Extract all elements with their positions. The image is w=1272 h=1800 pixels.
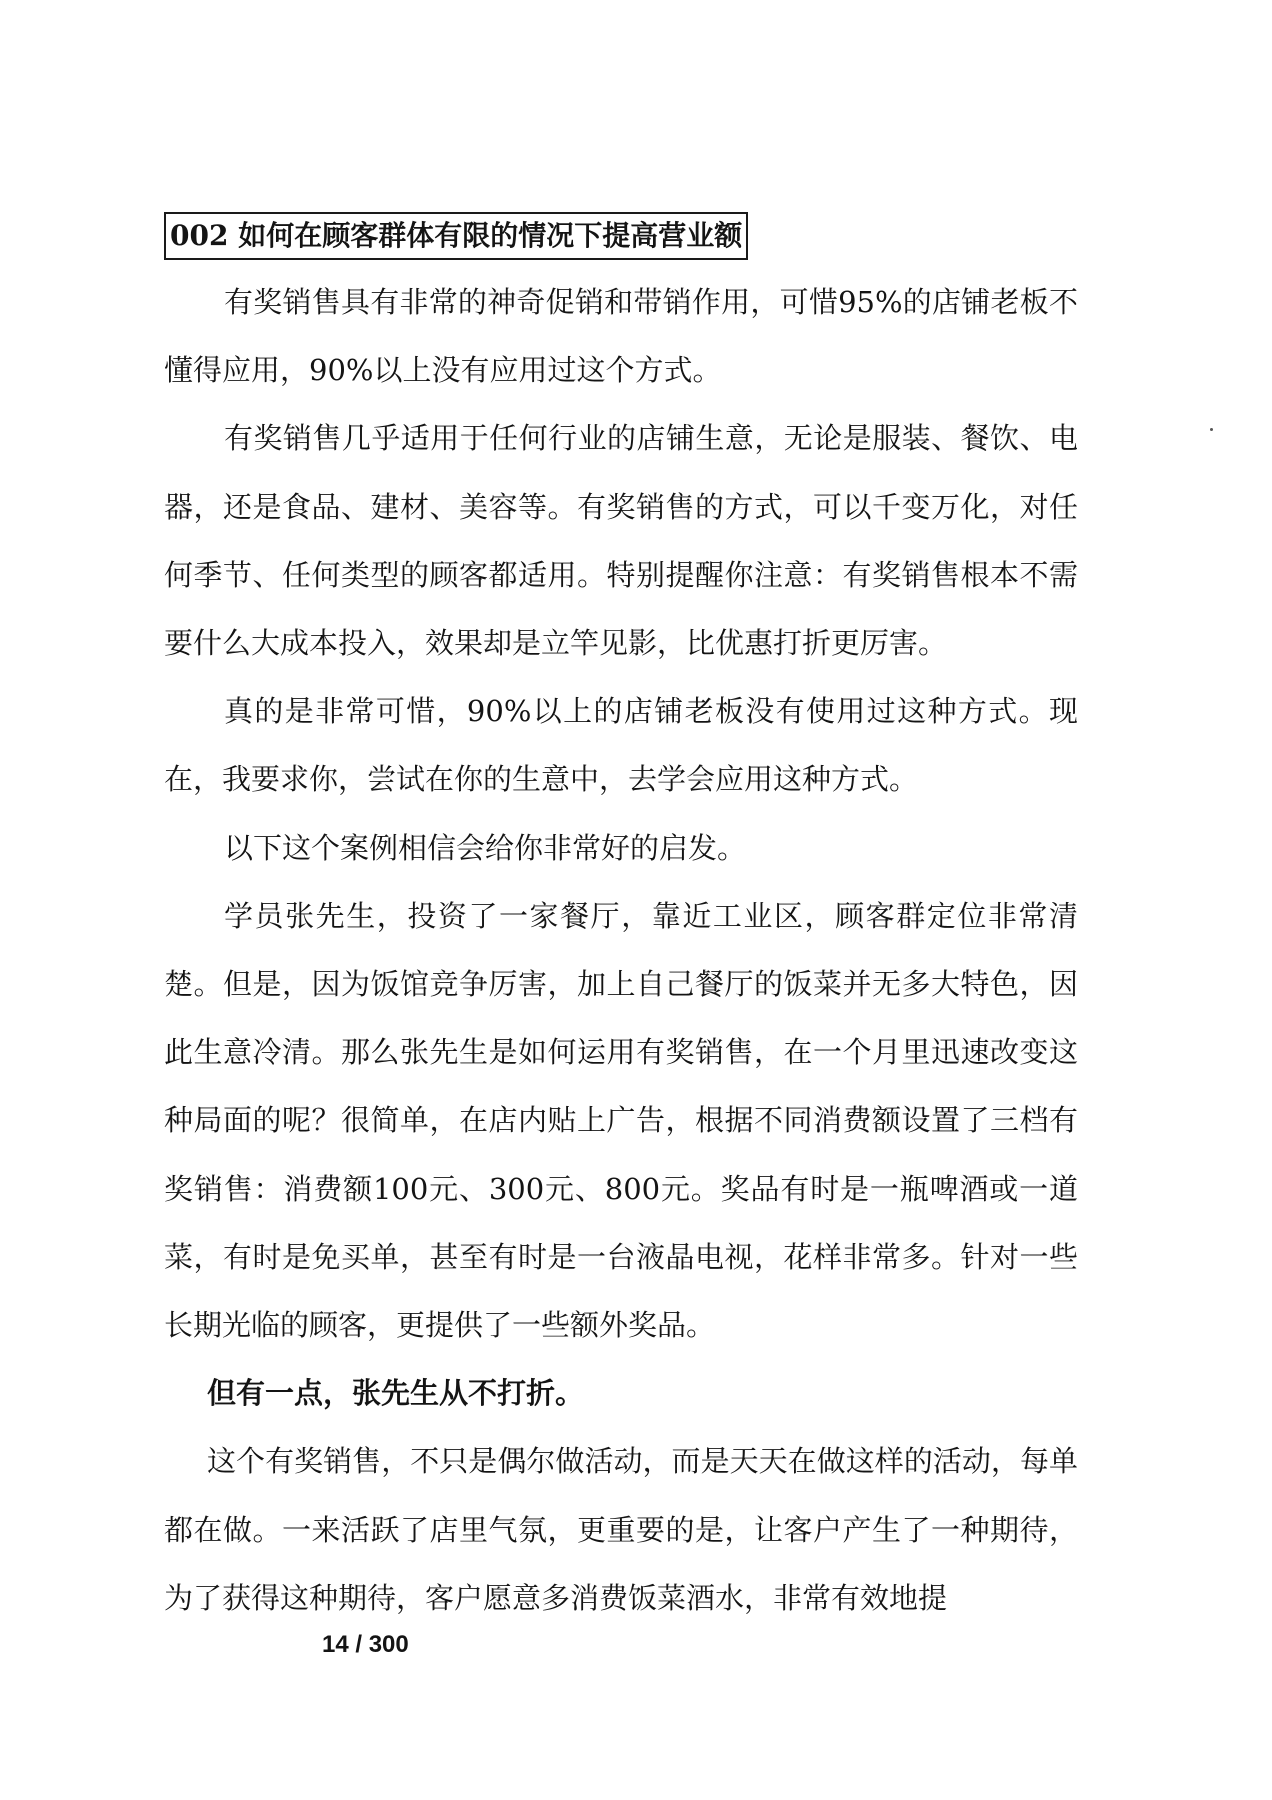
paragraph-5: 学员张先生，投资了一家餐厅，靠近工业区，顾客群定位非常清楚。但是，因为饭馆竞争厉害，加上自己餐厅的饭菜并无多大特色，因此生意冷清。那么张先生是如何运用有奖销售，在一个月里迅速改变这种局面的呢？很简单，在店内贴上广告，根据不同消费额设置了三档有奖销售：消费额100元、300元、800元。奖品有时是一瓶啤酒或一道菜，有时是免买单，甚至有时是一台液晶电视，花样非常多。针对一些长期光临的顾客，更提供了一些额外奖品。 — [164, 898, 1078, 1343]
paragraph-1: 有奖销售具有非常的神奇促销和带销作用，可惜95%的店铺老板不懂得应用，90%以上没有应用过这个方式。 — [164, 285, 1078, 388]
scan-speck — [1210, 428, 1213, 431]
section-heading: 002 如何在顾客群体有限的情况下提高营业额 — [164, 212, 748, 260]
paragraph-3: 真的是非常可惜，90%以上的店铺老板没有使用过这种方式。现在，我要求你，尝试在你的生意中，去学会应用这种方式。 — [164, 694, 1078, 797]
paragraph-2: 有奖销售几乎适用于任何行业的店铺生意，无论是服装、餐饮、电器，还是食品、建材、美容等。有奖销售的方式，可以千变万化，对任何季节、任何类型的顾客都适用。特别提醒你注意：有奖销售根本不需要什么大成本投入，效果却是立竿见影，比优惠打折更厉害。 — [164, 421, 1078, 661]
body-text — [164, 268, 1078, 1632]
emphasis-line: 但有一点，张先生从不打折。 — [207, 1376, 585, 1411]
closing-paragraph: 这个有奖销售，不只是偶尔做活动，而是天天在做这样的活动，每单都在做。一来活跃了店里气氛，更重要的是，让客户产生了一种期待，为了获得这种期待，客户愿意多消费饭菜酒水，非常有效地提 — [164, 1444, 1078, 1615]
paragraph-4: 以下这个案例相信会给你非常好的启发。 — [224, 830, 747, 865]
page-number: 14 / 300 — [322, 1631, 409, 1658]
